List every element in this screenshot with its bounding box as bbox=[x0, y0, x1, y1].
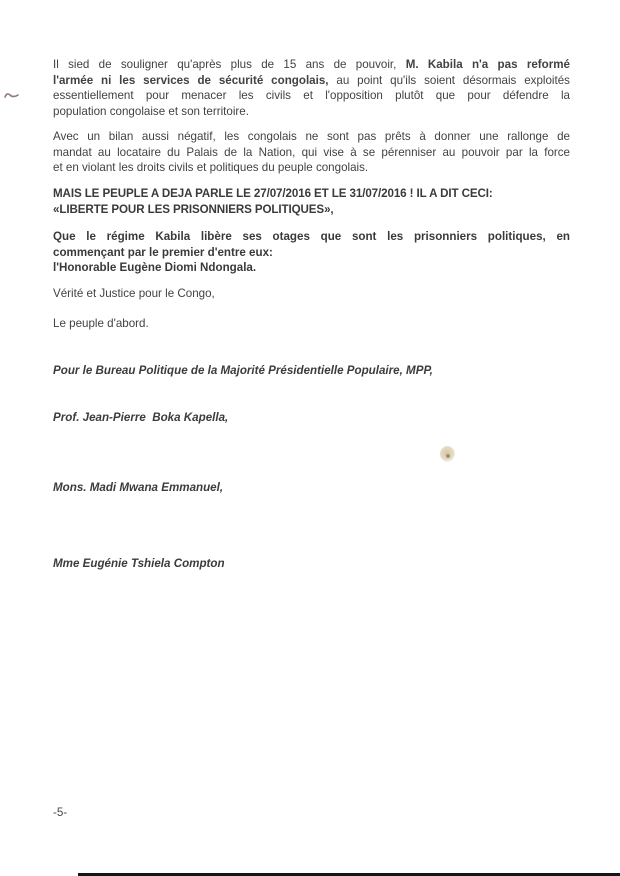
page-number: -5- bbox=[53, 806, 68, 819]
text-line: Le peuple d'abord. bbox=[53, 317, 149, 330]
text-line: MAIS LE PEUPLE A DEJA PARLE LE 27/07/2016 ET LE 31/07/2016 ! IL A DIT CECI: bbox=[53, 187, 493, 200]
text-line: l'Honorable Eugène Diomi Ndongala. bbox=[53, 261, 257, 275]
slogan-verite bbox=[53, 286, 570, 302]
paragraph-declaration bbox=[53, 186, 570, 217]
text-line bbox=[53, 57, 570, 73]
signature-organization bbox=[53, 363, 570, 379]
signature-name-2 bbox=[53, 480, 570, 496]
text-line: mandat au locataire du Palais de la Nation, qui vise à se pérenniser au pouvoir par la force bbox=[53, 145, 570, 159]
text-line: Avec un bilan aussi négatif, les congolais ne sont pas prêts à donner une rallonge de bbox=[53, 130, 570, 143]
text-line: essentiellement pour menacer les civils et l'opposition plutôt que pour défendre la bbox=[53, 89, 570, 103]
signature-name-3 bbox=[53, 556, 570, 572]
signature-name-1 bbox=[53, 410, 570, 426]
text-line: Mons. Madi Mwana Emmanuel, bbox=[53, 481, 224, 494]
text-segment-bold: M. Kabila n'a pas reformé bbox=[405, 58, 570, 71]
text-segment: au point qu'ils soient désormais exploités bbox=[328, 73, 570, 87]
text-line: et en violant les droits civils et politiques du peuple congolais. bbox=[53, 161, 369, 175]
scan-artifact-speck-dot bbox=[446, 454, 450, 458]
text-segment-bold: l'armée ni les services de sécurité congolais, bbox=[53, 73, 329, 87]
text-line: «LIBERTE POUR LES PRISONNIERS POLITIQUES», bbox=[53, 202, 334, 216]
text-line: commençant par le premier d'entre eux: bbox=[53, 245, 273, 259]
paragraph-intro bbox=[53, 57, 570, 119]
scan-artifact-tick bbox=[4, 89, 20, 101]
text-line: Mme Eugénie Tshiela Compton bbox=[53, 557, 225, 570]
text-line: Vérité et Justice pour le Congo, bbox=[53, 287, 215, 300]
text-line: population congolaise et son territoire. bbox=[53, 104, 249, 118]
paragraph-bilan bbox=[53, 129, 570, 176]
text-line bbox=[53, 73, 570, 89]
slogan-peuple bbox=[53, 316, 570, 332]
text-line: Prof. Jean-Pierre Boka Kapella, bbox=[53, 411, 229, 424]
text-line: Pour le Bureau Politique de la Majorité Présidentielle Populaire, MPP, bbox=[53, 364, 433, 377]
scan-artifact-speck bbox=[440, 446, 455, 462]
paragraph-demand bbox=[53, 229, 570, 276]
text-segment: Il sied de souligner qu'après plus de 15 ans de pouvoir, bbox=[53, 58, 406, 71]
text-line: Que le régime Kabila libère ses otages que sont les prisonniers politiques, en bbox=[53, 230, 570, 243]
